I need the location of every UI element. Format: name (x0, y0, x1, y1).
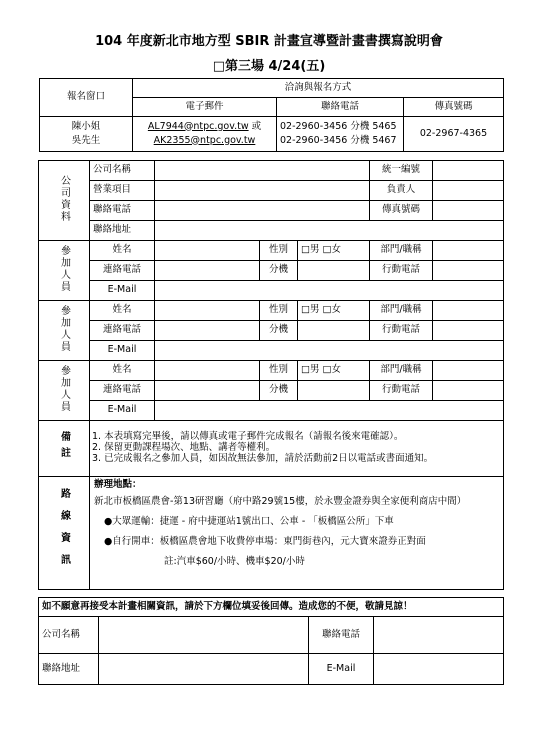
registration-form (38, 160, 504, 590)
notes-section-label: 備註 (39, 421, 90, 477)
participant-1-phone-field[interactable] (155, 261, 260, 281)
participant-3-dept-label: 部門/職稱 (370, 361, 433, 381)
participant-2-phone-field[interactable] (155, 321, 260, 341)
participant-3-phone-label: 連絡電話 (90, 381, 155, 401)
participant-1-section-label: 參加人員 (39, 241, 90, 301)
participant-2-gender-options[interactable]: □男 □女 (298, 301, 370, 321)
footer-company-label: 公司名稱 (39, 617, 99, 654)
owner-field[interactable] (433, 181, 504, 201)
footer-address-field[interactable] (99, 654, 309, 685)
notes-cell (90, 421, 504, 477)
company-name-label: 公司名稱 (90, 161, 155, 181)
business-items-field[interactable] (155, 181, 370, 201)
participant-2-phone-label: 連絡電話 (90, 321, 155, 341)
participant-3-gender-options[interactable]: □男 □女 (298, 361, 370, 381)
venue-label: 辦理地點： (94, 479, 142, 490)
footer-email-label: E-Mail (309, 654, 374, 685)
company-phone-label: 聯絡電話 (90, 201, 155, 221)
company-address-label: 聯絡地址 (90, 221, 155, 241)
participant-1-gender-options[interactable]: □男 □女 (298, 241, 370, 261)
phone-header: 聯絡電話 (277, 98, 404, 117)
company-address-field[interactable] (155, 221, 504, 241)
company-fax-label: 傳真號碼 (370, 201, 433, 221)
transit-info: ●大眾運輸：捷運 - 府中捷運站1號出口、公車 - 「板橋區公所」下車 (104, 515, 394, 527)
participant-1-dept-field[interactable] (433, 241, 504, 261)
contact-persons (40, 117, 133, 152)
participant-3-mobile-label: 行動電話 (370, 381, 433, 401)
participant-1-name-label: 姓名 (90, 241, 155, 261)
participant-1-phone-label: 連絡電話 (90, 261, 155, 281)
unsubscribe-table (38, 597, 504, 685)
participant-1-ext-label: 分機 (260, 261, 298, 281)
participant-3-phone-field[interactable] (155, 381, 260, 401)
participant-3-section-label: 參加人員 (39, 361, 90, 421)
email-link-1[interactable]: AL7944@ntpc.gov.tw (147, 120, 249, 132)
email-link-2[interactable]: AK2355@ntpc.gov.tw (153, 134, 256, 146)
participant-3-ext-label: 分機 (260, 381, 298, 401)
participant-2-mobile-field[interactable] (433, 321, 504, 341)
participant-2-ext-label: 分機 (260, 321, 298, 341)
participant-2-dept-field[interactable] (433, 301, 504, 321)
contact-phones (277, 117, 404, 152)
participant-1-email-label: E-Mail (90, 281, 155, 301)
email-header: 電子郵件 (133, 98, 277, 117)
footer-address-label: 聯絡地址 (39, 654, 99, 685)
note-2: 2. 保留更動課程場次、地點、講者等權利。 (92, 442, 276, 454)
participant-2-mobile-label: 行動電話 (370, 321, 433, 341)
participant-1-ext-field[interactable] (298, 261, 370, 281)
participant-3-name-label: 姓名 (90, 361, 155, 381)
footer-email-field[interactable] (374, 654, 504, 685)
route-cell (90, 477, 504, 590)
participant-2-dept-label: 部門/職稱 (370, 301, 433, 321)
contact-person-1: 陳小姐 (71, 120, 101, 132)
participant-3-dept-field[interactable] (433, 361, 504, 381)
participant-1-dept-label: 部門/職稱 (370, 241, 433, 261)
participant-2-email-label: E-Mail (90, 341, 155, 361)
note-1: 1. 本表填寫完畢後，請以傳真或電子郵件完成報名（請報名後來電確認）。 (92, 431, 404, 443)
participant-1-mobile-label: 行動電話 (370, 261, 433, 281)
participant-2-gender-label: 性別 (260, 301, 298, 321)
participant-3-email-field[interactable] (155, 401, 504, 421)
driving-info: ●自行開車：板橋區農會地下收費停車場：東門街巷內，元大寶來證券正對面 (104, 535, 426, 547)
participant-2-name-label: 姓名 (90, 301, 155, 321)
participant-1-mobile-field[interactable] (433, 261, 504, 281)
contact-person-2: 吳先生 (71, 134, 101, 146)
parking-fee: 註:汽車$60/小時、機車$20/小時 (164, 555, 305, 567)
participant-3-ext-field[interactable] (298, 381, 370, 401)
company-fax-field[interactable] (433, 201, 504, 221)
company-name-field[interactable] (155, 161, 370, 181)
participant-1-gender-label: 性別 (260, 241, 298, 261)
window-label: 報名窗口 (40, 79, 133, 117)
participant-3-email-label: E-Mail (90, 401, 155, 421)
owner-label: 負責人 (370, 181, 433, 201)
contact-emails (133, 117, 277, 152)
email-or-text: 或 (248, 120, 262, 132)
participant-1-email-field[interactable] (155, 281, 504, 301)
unsubscribe-notice: 如不願意再接受本計畫相關資訊，請於下方欄位填妥後回傳。造成您的不便，敬請見諒！ (39, 598, 504, 617)
fax-header: 傳真號碼 (404, 98, 504, 117)
route-section-label: 路線資訊 (39, 477, 90, 590)
note-3: 3. 已完成報名之參加人員，如因故無法參加，請於活動前2日以電話或書面通知。 (92, 452, 434, 464)
tax-id-label: 統一編號 (370, 161, 433, 181)
participant-2-name-field[interactable] (155, 301, 260, 321)
participant-2-section-label: 參加人員 (39, 301, 90, 361)
company-section-label: 公司資料 (39, 161, 90, 241)
participant-3-name-field[interactable] (155, 361, 260, 381)
document-title: 104 年度新北市地方型 SBIR 計畫宣導暨計畫書撰寫說明會 (95, 34, 443, 49)
phone-2: 02-2960-3456 分機 5467 (280, 134, 397, 146)
participant-2-email-field[interactable] (155, 341, 504, 361)
participant-3-mobile-field[interactable] (433, 381, 504, 401)
footer-phone-field[interactable] (374, 617, 504, 654)
business-items-label: 營業項目 (90, 181, 155, 201)
tax-id-field[interactable] (433, 161, 504, 181)
participant-2-ext-field[interactable] (298, 321, 370, 341)
phone-1: 02-2960-3456 分機 5465 (280, 120, 397, 132)
participant-1-name-field[interactable] (155, 241, 260, 261)
venue-address: 新北市板橋區農會-第13研習廳（府中路29號15樓，於永豐金證券與全家便利商店中間） (94, 495, 467, 507)
fax-value: 02-2967-4365 (404, 117, 504, 152)
participant-3-gender-label: 性別 (260, 361, 298, 381)
footer-company-field[interactable] (99, 617, 309, 654)
footer-phone-label: 聯絡電話 (309, 617, 374, 654)
company-phone-field[interactable] (155, 201, 370, 221)
method-label: 洽詢與報名方式 (133, 79, 504, 98)
contact-table (39, 78, 504, 152)
session-title: □第三場 4/24(五) (212, 59, 326, 74)
